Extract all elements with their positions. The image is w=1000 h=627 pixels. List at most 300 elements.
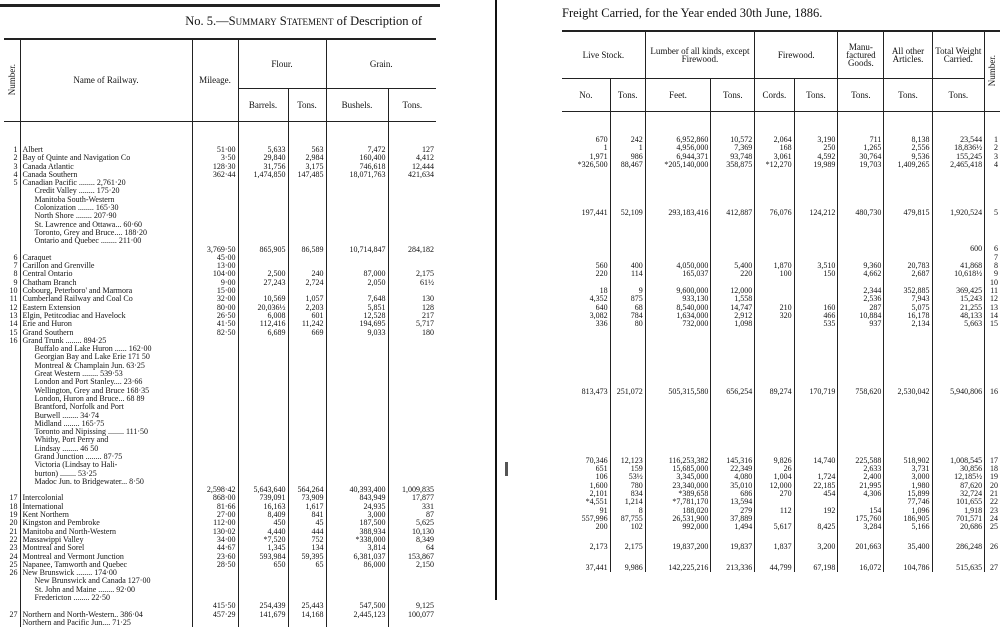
flour-header: Flour.	[238, 39, 326, 89]
live-stock-tons: 251,072	[610, 388, 645, 396]
mileage: 80·00	[192, 304, 238, 312]
grain-bushels: 40,393,400	[326, 486, 388, 494]
row-number: 2	[4, 154, 20, 162]
total-tons: 1,918	[932, 507, 985, 515]
row-number: 26	[985, 543, 1000, 551]
railway-name-header: Name of Railway.	[20, 39, 192, 122]
lumber-feet: 992,000	[645, 523, 711, 531]
sub-line-name: Credit Valley ........ 175·20	[20, 187, 192, 195]
row-number: 27	[4, 611, 20, 619]
mileage: 9·00	[192, 279, 238, 287]
other-tons: 518,902	[884, 457, 932, 465]
lumber-tons: 213,336	[711, 564, 755, 572]
flour-tons: 11,242	[288, 320, 326, 328]
railway-name: Albert	[20, 146, 192, 154]
manufactured-tons: 1,265	[838, 144, 884, 152]
grain-bushels: 24,935	[326, 503, 388, 511]
grain-bushels: 160,400	[326, 154, 388, 162]
manufactured-tons: 287	[838, 304, 884, 312]
grain-tons: 421,634	[388, 171, 436, 179]
sub-line-name: Brantford, Norfolk and Port	[20, 403, 192, 411]
flour-barrels: 29,840	[238, 154, 288, 162]
live-stock-tons: 784	[610, 312, 645, 320]
table-row	[562, 270, 1000, 278]
live-stock-no: *4,551	[562, 498, 610, 506]
row-number: 27	[985, 564, 1000, 572]
grain-bushels	[326, 619, 388, 627]
row-number: 18	[4, 503, 20, 511]
railway-name: Canada Southern	[20, 171, 192, 179]
spacer-row	[562, 169, 1000, 209]
flour-barrels: 141,679	[238, 611, 288, 619]
flour-barrels: 2,500	[238, 270, 288, 278]
firewood-tons: 3,510	[794, 262, 838, 270]
grain-bushels: 746,618	[326, 163, 388, 171]
live-stock-no: 200	[562, 523, 610, 531]
table-row	[562, 457, 1000, 465]
railway-name: Kent Northern	[20, 511, 192, 519]
firewood-cords	[755, 287, 794, 295]
live-stock-tons: 80	[610, 320, 645, 328]
gutter-mark	[505, 462, 508, 476]
flour-tons: 1,057	[288, 295, 326, 303]
grain-bushels: 3,000	[326, 511, 388, 519]
lumber-tons: 12,000	[711, 287, 755, 295]
railway-name: Bay of Quinte and Navigation Co	[20, 154, 192, 162]
flour-barrels: 31,756	[238, 163, 288, 171]
row-number: 23	[4, 544, 20, 552]
mileage: 44·67	[192, 544, 238, 552]
flour-barrels: 20,036½	[238, 304, 288, 312]
sub-line-name: Buffalo and Lake Huron ...... 162·00	[20, 345, 192, 353]
live-stock-no: 1	[562, 144, 610, 152]
mileage: 28·50	[192, 561, 238, 569]
mileage	[192, 569, 238, 577]
live-stock-no: 557,996	[562, 515, 610, 523]
flour-tons: 752	[288, 536, 326, 544]
manufactured-tons: 480,730	[838, 209, 884, 217]
lumber-tons-header: Tons.	[711, 79, 755, 112]
lumber-feet: 188,020	[645, 507, 711, 515]
total-tons: 87,620	[932, 482, 985, 490]
sub-line-name: Whitby, Port Perry and	[20, 436, 192, 444]
grain-bushels: 5,851	[326, 304, 388, 312]
flour-barrels	[238, 619, 288, 627]
total-tons: 15,243	[932, 295, 985, 303]
live-stock-header: Live Stock.	[562, 31, 645, 79]
live-stock-no: 220	[562, 270, 610, 278]
right-freight-table	[562, 30, 1000, 572]
grain-tons: 5,625	[388, 519, 436, 527]
grain-tons: 1,009,835	[388, 486, 436, 494]
live-stock-no: 1,971	[562, 153, 610, 161]
lumber-feet: 732,000	[645, 320, 711, 328]
row-number: 22	[985, 498, 1000, 506]
other-tons	[884, 245, 932, 253]
lumber-feet: 4,956,000	[645, 144, 711, 152]
row-number: 2	[985, 144, 1000, 152]
firewood-tons: 250	[794, 144, 838, 152]
right-page	[548, 0, 1000, 600]
gutter-shadow	[495, 0, 497, 600]
total-tons: 18,836½	[932, 144, 985, 152]
lumber-feet: 26,531,900	[645, 515, 711, 523]
total-tons: 10,618½	[932, 270, 985, 278]
firewood-cords	[755, 320, 794, 328]
total-tons: 101,655	[932, 498, 985, 506]
grain-bushels	[326, 569, 388, 577]
row-number: 21	[985, 490, 1000, 498]
row-number: 25	[985, 523, 1000, 531]
mileage: 130·02	[192, 528, 238, 536]
row-number: 9	[985, 270, 1000, 278]
firewood-cords: 89,274	[755, 388, 794, 396]
lumber-feet: 6,952,860	[645, 136, 711, 144]
row-number: 26	[4, 569, 20, 577]
manufactured-tons-header: Tons.	[838, 79, 884, 112]
firewood-tons: 192	[794, 507, 838, 515]
sub-line-name: Colonization ........ 165·30	[20, 204, 192, 212]
firewood-tons: 22,185	[794, 482, 838, 490]
mileage: 362·44	[192, 171, 238, 179]
firewood-tons: 150	[794, 270, 838, 278]
other-tons: 20,783	[884, 262, 932, 270]
row-number: 7	[985, 254, 1000, 262]
lumber-feet: 142,225,216	[645, 564, 711, 572]
lumber-feet: 6,944,371	[645, 153, 711, 161]
railway-name: Kingston and Pembroke	[20, 519, 192, 527]
lumber-tons: 2,912	[711, 312, 755, 320]
other-tons: 2,134	[884, 320, 932, 328]
live-stock-no: 37,441	[562, 564, 610, 572]
grain-bushels	[326, 337, 388, 345]
total-tons-header: Tons.	[932, 79, 985, 112]
title-small-caps: Summary Statement	[229, 14, 334, 28]
grain-bushels: 7,648	[326, 295, 388, 303]
railway-name: Northern and Pacific Jun.... 71·25	[20, 619, 192, 627]
total-tons: 1,920,524	[932, 209, 985, 217]
row-number: 10	[985, 279, 1000, 287]
row-number: 20	[985, 482, 1000, 490]
railway-name: Carillon and Grenville	[20, 262, 192, 270]
lumber-tons: 1,558	[711, 295, 755, 303]
spacer-row	[562, 552, 1000, 564]
mileage: 2,598·42	[192, 486, 238, 494]
table-row	[562, 523, 1000, 531]
flour-barrels: 6,689	[238, 329, 288, 337]
grain-tons	[388, 254, 436, 262]
flour-barrels: *7,520	[238, 536, 288, 544]
firewood-cords: *12,270	[755, 161, 794, 169]
flour-barrels	[238, 337, 288, 345]
title-prefix: No. 5.—	[185, 14, 228, 28]
firewood-cords: 100	[755, 270, 794, 278]
firewood-cords: 270	[755, 490, 794, 498]
lumber-tons: 22,349	[711, 465, 755, 473]
grain-bushels: 194,695	[326, 320, 388, 328]
grain-tons: 10,130	[388, 528, 436, 536]
book-gutter	[440, 0, 548, 600]
other-tons: 1,096	[884, 507, 932, 515]
railway-name: Chatham Branch	[20, 279, 192, 287]
firewood-cords: 12,000	[755, 482, 794, 490]
other-tons: 2,556	[884, 144, 932, 152]
flour-tons: 240	[288, 270, 326, 278]
live-stock-no: 3,082	[562, 312, 610, 320]
firewood-tons-header: Tons.	[794, 79, 838, 112]
other-articles-header: All other Articles.	[884, 31, 932, 79]
other-tons: 1,980	[884, 482, 932, 490]
lumber-feet: 8,540,000	[645, 304, 711, 312]
lumber-tons: 1,494	[711, 523, 755, 531]
grain-tons: 8,349	[388, 536, 436, 544]
flour-tons: 73,909	[288, 494, 326, 502]
sub-line-name: Montreal & Champlain Jun. 63·25	[20, 362, 192, 370]
firewood-tons: 170,719	[794, 388, 838, 396]
flour-tons	[288, 569, 326, 577]
live-stock-no: 91	[562, 507, 610, 515]
mileage: 868·00	[192, 494, 238, 502]
lumber-tons: 1,098	[711, 320, 755, 328]
railway-name: New Brunswick ........ 174·00	[20, 569, 192, 577]
left-page	[0, 0, 440, 600]
live-stock-no: 651	[562, 465, 610, 473]
manufactured-goods-header: Manu-factured Goods.	[838, 31, 884, 79]
firewood-tons: 1,724	[794, 473, 838, 481]
row-number: 22	[4, 536, 20, 544]
row-number: 12	[4, 304, 20, 312]
grain-tons: 64	[388, 544, 436, 552]
manufactured-tons: 225,588	[838, 457, 884, 465]
railway-name: Grand Southern	[20, 329, 192, 337]
manufactured-tons: 21,995	[838, 482, 884, 490]
manufactured-tons: 3,284	[838, 523, 884, 531]
live-stock-no: 1,600	[562, 482, 610, 490]
sub-line-name: Midland ........ 165·75	[20, 420, 192, 428]
row-number: 3	[985, 153, 1000, 161]
lumber-feet: 1,634,000	[645, 312, 711, 320]
manufactured-tons: 154	[838, 507, 884, 515]
mileage	[192, 619, 238, 627]
lumber-tons: 13,594	[711, 498, 755, 506]
lumber-feet: 505,315,580	[645, 388, 711, 396]
flour-barrels: 254,439	[238, 602, 288, 610]
flour-barrels	[238, 179, 288, 187]
grain-tons: 127	[388, 146, 436, 154]
flour-tons: 2,984	[288, 154, 326, 162]
grain-bushels	[326, 179, 388, 187]
row-number: 7	[4, 262, 20, 270]
flour-barrels: 4,440	[238, 528, 288, 536]
live-stock-no: 640	[562, 304, 610, 312]
other-tons: 7,943	[884, 295, 932, 303]
left-summary-table	[4, 38, 436, 627]
right-table-body	[562, 112, 1000, 573]
lumber-tons: 10,572	[711, 136, 755, 144]
firewood-cords: 9,826	[755, 457, 794, 465]
sub-line-name: New Brunswick and Canada 127·00	[20, 577, 192, 585]
other-tons: 5,166	[884, 523, 932, 531]
flour-barrels: 6,008	[238, 312, 288, 320]
firewood-tons: 454	[794, 490, 838, 498]
mileage: 104·00	[192, 270, 238, 278]
total-tons: 286,248	[932, 543, 985, 551]
live-stock-tons: 52,109	[610, 209, 645, 217]
other-tons: 104,786	[884, 564, 932, 572]
lumber-tons: 686	[711, 490, 755, 498]
flour-barrels: 10,569	[238, 295, 288, 303]
flour-barrels: 27,243	[238, 279, 288, 287]
grain-tons: 12,444	[388, 163, 436, 171]
table-row	[562, 245, 1000, 253]
firewood-tons: 124,212	[794, 209, 838, 217]
row-number: 16	[985, 388, 1000, 396]
railway-name: Canadian Pacific ........ 2,761·20	[20, 179, 192, 187]
live-stock-no: 336	[562, 320, 610, 328]
flour-barrels: 450	[238, 519, 288, 527]
live-stock-no: 106	[562, 473, 610, 481]
firewood-header: Firewood.	[755, 31, 838, 79]
grain-tons: 5,717	[388, 320, 436, 328]
lumber-tons: 279	[711, 507, 755, 515]
sub-line-name: Lindsay ........ 46 50	[20, 445, 192, 453]
left-page-title	[185, 14, 422, 29]
live-stock-tons: 12,123	[610, 457, 645, 465]
mileage: 41·50	[192, 320, 238, 328]
manufactured-tons: 2,536	[838, 295, 884, 303]
firewood-cords: 26	[755, 465, 794, 473]
grain-tons: 87	[388, 511, 436, 519]
table-row	[562, 320, 1000, 328]
live-stock-no: 670	[562, 136, 610, 144]
other-tons: 2,687	[884, 270, 932, 278]
manufactured-tons: 2,400	[838, 473, 884, 481]
grain-bushels	[326, 254, 388, 262]
spacer-row	[562, 397, 1000, 457]
row-number: 10	[4, 287, 20, 295]
table-row	[562, 543, 1000, 551]
grain-bushels: 2,050	[326, 279, 388, 287]
railway-name: Intercolonial	[20, 494, 192, 502]
total-tons: 12,185½	[932, 473, 985, 481]
grain-tons: 9,125	[388, 602, 436, 610]
lumber-tons: 412,887	[711, 209, 755, 217]
live-stock-tons: 242	[610, 136, 645, 144]
flour-barrels: 112,416	[238, 320, 288, 328]
grain-bushels: 6,381,037	[326, 553, 388, 561]
railway-name: International	[20, 503, 192, 511]
sub-line-name: London, Huron and Bruce... 68 89	[20, 395, 192, 403]
other-tons: 1,409,265	[884, 161, 932, 169]
bushels-header: Bushels.	[326, 89, 388, 122]
railway-name: Montreal and Sorel	[20, 544, 192, 552]
barrels-header: Barrels.	[238, 89, 288, 122]
flour-tons: 134	[288, 544, 326, 552]
live-stock-tons-header: Tons.	[610, 79, 645, 112]
grain-bushels: 10,714,847	[326, 246, 388, 254]
lumber-feet: *7,781,170	[645, 498, 711, 506]
grain-tons: 128	[388, 304, 436, 312]
grain-bushels: 3,814	[326, 544, 388, 552]
other-tons: 77,746	[884, 498, 932, 506]
live-stock-tons: 87,755	[610, 515, 645, 523]
lumber-tons: 7,369	[711, 144, 755, 152]
railway-name: Massawippi Valley	[20, 536, 192, 544]
lumber-tons: 5,400	[711, 262, 755, 270]
live-stock-tons: 9,986	[610, 564, 645, 572]
lumber-tons: 19,837	[711, 543, 755, 551]
flour-tons: 841	[288, 511, 326, 519]
other-tons: 15,899	[884, 490, 932, 498]
lumber-feet	[645, 245, 711, 253]
firewood-cords-header: Cords.	[755, 79, 794, 112]
row-number: 5	[4, 179, 20, 187]
grain-tons: 61½	[388, 279, 436, 287]
live-stock-tons: 8	[610, 507, 645, 515]
grain-bushels: 187,500	[326, 519, 388, 527]
mileage: 3·50	[192, 154, 238, 162]
grain-bushels: 547,500	[326, 602, 388, 610]
row-number: 15	[4, 329, 20, 337]
grain-tons: 284,182	[388, 246, 436, 254]
manufactured-tons: 2,344	[838, 287, 884, 295]
table-row	[562, 287, 1000, 295]
other-tons: 479,815	[884, 209, 932, 217]
sub-line-name: Toronto, Grey and Bruce.... 188·20	[20, 229, 192, 237]
mileage: 34·00	[192, 536, 238, 544]
grain-tons: 331	[388, 503, 436, 511]
firewood-tons: 535	[794, 320, 838, 328]
row-number: 19	[985, 473, 1000, 481]
flour-barrels: 593,984	[238, 553, 288, 561]
table-row	[562, 312, 1000, 320]
grain-tons	[388, 619, 436, 627]
mileage: 26·50	[192, 312, 238, 320]
grain-tons: 217	[388, 312, 436, 320]
firewood-cords: 1,870	[755, 262, 794, 270]
live-stock-tons: 114	[610, 270, 645, 278]
lumber-feet: 116,253,382	[645, 457, 711, 465]
mileage: 82·50	[192, 329, 238, 337]
mileage: 51·00	[192, 146, 238, 154]
other-tons-header: Tons.	[884, 79, 932, 112]
row-number	[4, 619, 20, 627]
firewood-tons: 19,989	[794, 161, 838, 169]
manufactured-tons: 175,760	[838, 515, 884, 523]
grain-bushels: 2,445,123	[326, 611, 388, 619]
row-number: 21	[4, 528, 20, 536]
row-number: 15	[985, 320, 1000, 328]
table-row	[562, 388, 1000, 396]
spacer-row	[4, 122, 436, 147]
sub-line-name: Madoc Jun. to Bridgewater... 8·50	[20, 478, 192, 486]
live-stock-no: 2,101	[562, 490, 610, 498]
row-number: 8	[4, 270, 20, 278]
lumber-tons: 145,316	[711, 457, 755, 465]
number-header: Number.	[4, 39, 20, 122]
row-number: 11	[985, 287, 1000, 295]
sub-line-name: Grand Junction ........ 87·75	[20, 453, 192, 461]
flour-tons	[288, 619, 326, 627]
grain-bushels: 18,071,763	[326, 171, 388, 179]
grain-bushels: *338,000	[326, 536, 388, 544]
flour-tons: 14,168	[288, 611, 326, 619]
mileage: 45·00	[192, 254, 238, 262]
manufactured-tons: 201,663	[838, 543, 884, 551]
row-number: 23	[985, 507, 1000, 515]
total-tons: 21,255	[932, 304, 985, 312]
lumber-tons: 14,747	[711, 304, 755, 312]
